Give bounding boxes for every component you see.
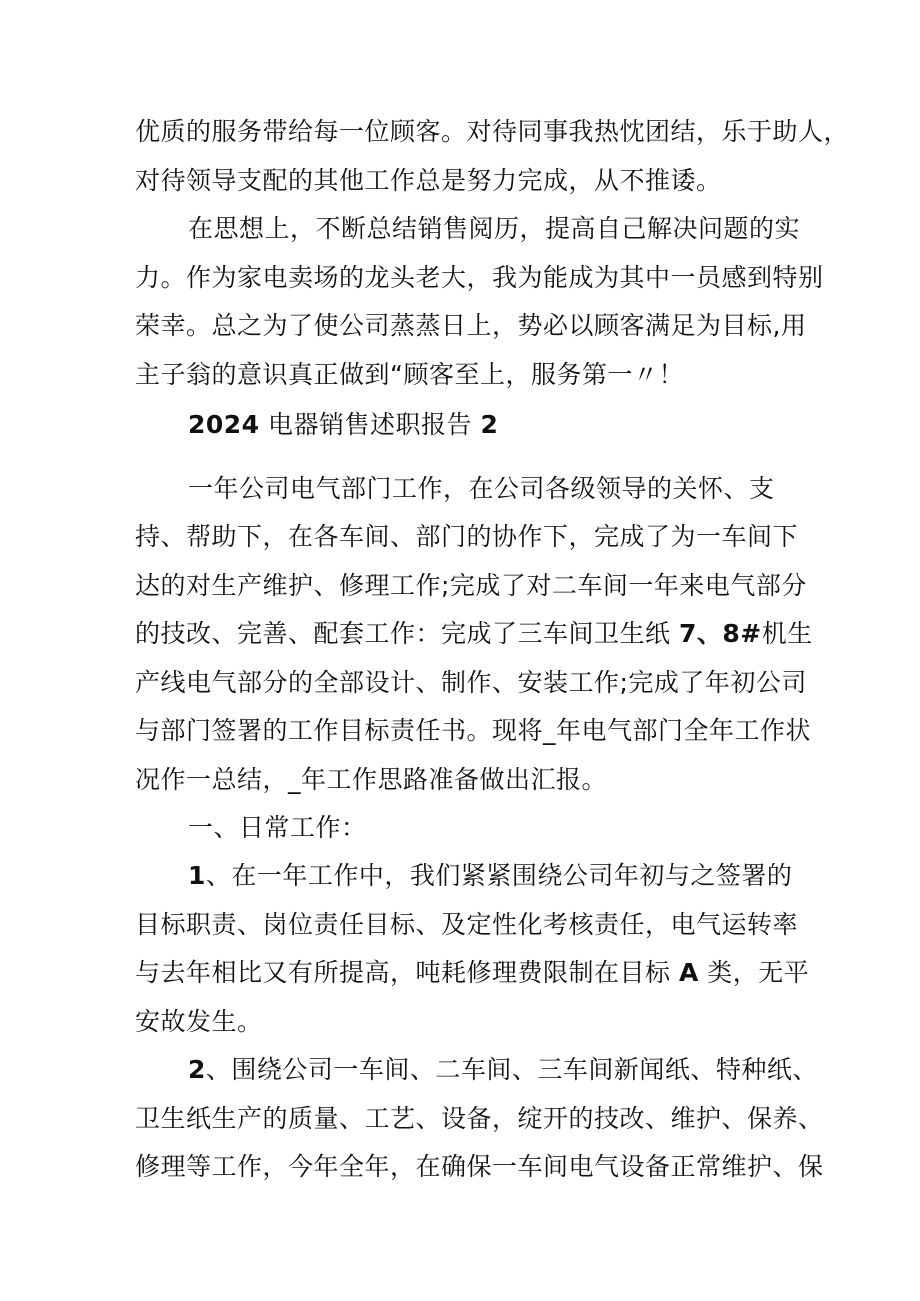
list-item-line [188,861,792,891]
line-text: 类，无平 [698,958,810,987]
paragraph-line: 产线电气部分的全部设计、制作、安装工作;完成了年初公司 [135,668,807,697]
paragraph-line: 达的对生产维护、修理工作;完成了对二车间一年来电气部分 [135,571,807,600]
line-number: 7、8# [678,619,762,648]
section-title: 一、日常工作： [188,813,367,842]
paragraph-line: 力。作为家电卖场的龙头老大，我为能成为其中一员感到特别 [135,263,824,292]
paragraph-line: 优质的服务带给每一位顾客。对待同事我热忱团结，乐于助人， [135,117,850,146]
heading-number: 2 [480,410,499,439]
section-heading [188,410,498,440]
paragraph-line: 况作一总结，_年工作思路准备做出汇报。 [135,765,608,794]
line-text: 与去年相比又有所提高，吨耗修理费限制在目标 [135,958,679,987]
item-number: 1 [188,861,206,890]
paragraph-line: 持、帮助下，在各车间、部门的协作下，完成了为一车间下 [135,522,799,551]
item-text: 、围绕公司一车间、二车间、三车间新闻纸、特种纸、 [205,1055,818,1084]
paragraph-line: 卫生纸生产的质量、工艺、设备，绽开的技改、维护、保养、 [135,1104,824,1133]
paragraph-line: 荣幸。总之为了使公司蒸蒸日上，势必以顾客满足为目标,用 [135,311,807,340]
list-item-line [188,1055,818,1085]
paragraph-line: 安故发生。 [135,1007,263,1036]
paragraph-line: 一年公司电气部门工作，在公司各级领导的关怀、支 [188,474,775,503]
heading-year: 2024 [188,410,260,439]
paragraph-line: 修理等工作，今年全年，在确保一车间电气设备正常维护、保 [135,1152,824,1181]
line-text: 机生 [761,619,813,648]
paragraph-line: 与部门签署的工作目标责任书。现将_年电气部门全年工作状 [135,716,812,745]
heading-text: 电器销售述职报告 [259,410,481,439]
paragraph-line: 在思想上，不断总结销售阅历，提高自己解决问题的实 [188,214,801,243]
item-text: 、在一年工作中，我们紧紧围绕公司年初与之签署的 [205,861,793,890]
paragraph-line: 目标职责、岗位责任目标、及定性化考核责任，电气运转率 [135,910,799,939]
paragraph-line: 对待领导支配的其他工作总是努力完成，从不推诿。 [135,166,722,195]
item-number: 2 [188,1055,206,1084]
paragraph-line [135,958,809,988]
line-bold-letter: A [678,958,699,987]
paragraph-line: 主子翁的意识真正做到“顾客至上，服务第一〃！ [135,360,684,389]
line-text: 的技改、完善、配套工作：完成了三车间卫生纸 [135,619,679,648]
paragraph-line [135,619,813,649]
